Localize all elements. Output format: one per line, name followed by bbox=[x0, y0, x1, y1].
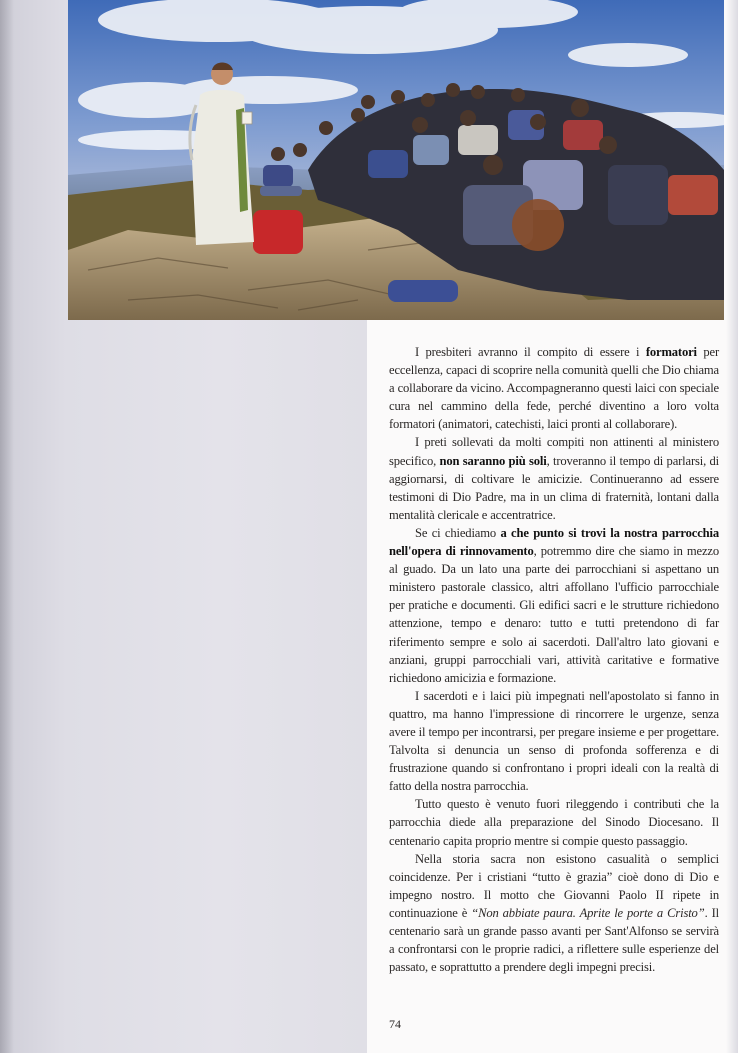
mountain-mass-photo bbox=[68, 0, 724, 320]
text-run: Se ci chiediamo bbox=[415, 525, 501, 540]
article-paragraph bbox=[389, 687, 719, 796]
text-run: , potremmo dire che siamo in mezzo al guado. Da un lato una parte dei parrocchiani si aspettano un ministero pastorale classico, altri affollano l'ufficio parrocchiale per pratiche e documenti. Gli edifici sacri e le strutture richiedono attenzione, tempo e denaro: tutto e tutti pretendono di far riferimento sempre e solo ai sacerdoti. Dall'altro lato giovani e anziani, gruppi parrocchiali vari, attività caritative e formative richiedono amicizia e formazione. bbox=[389, 544, 719, 685]
text-run: , troveranno il tempo di parlarsi, di aggiornarsi, di coltivare le amicizie. Continueranno ad essere testimoni di Dio Padre, ma in un clima di fraternità, lontani dalla mentalità clericale e accentratrice. bbox=[389, 453, 720, 522]
text-run: Nella storia sacra non esistono casualità o semplici coincidenze. Per i cristiani “tutto è grazia” cioè dono di Dio e impegno nostro. Il motto che Giovanni Paolo II ripete in continuazione è bbox=[389, 851, 719, 920]
text-run: per eccellenza, capaci di scoprire nella comunità quelli che Dio chiama a collaborare da vicino. Accompagneranno questi laici con speciale cura nel cammino della fede, perché diventino a loro volta formatori (animatori, catechisti, laici pronti al collaborare). bbox=[389, 345, 719, 432]
article-body bbox=[389, 343, 719, 976]
emphasis-bold: a che punto si trovi la nostra parrocchia nell'opera di rinnovamento bbox=[389, 525, 719, 559]
article-paragraph bbox=[389, 433, 719, 523]
emphasis-bold: formatori bbox=[645, 345, 697, 359]
mountain-mass-illustration bbox=[68, 0, 724, 320]
text-run: I sacerdoti e i laici più impegnati nell'apostolato si fanno in quattro, ma hanno l'impressione di rincorrere le urgenze, senza avere il tempo per incontrarsi, per pregare insieme e per progettare. Talvolta si denuncia un senso di profonda sofferenza e di frustrazione quando si confrontano i propri ideali con la realtà di fatto della nostra parrocchia. bbox=[389, 688, 719, 794]
page-edge-shadow bbox=[726, 0, 738, 1053]
article-paragraph bbox=[389, 850, 719, 977]
article-paragraph bbox=[389, 343, 719, 433]
page-number: 74 bbox=[389, 1017, 401, 1031]
article-paragraph bbox=[389, 524, 719, 687]
text-run: . Il centenario sarà un grande passo avanti per Sant'Alfonso se servirà a confrontarsi con le proprie radici, a riflettere sulle esperienze del passato, e soprattutto a prendere degli impegni precisi. bbox=[389, 905, 719, 975]
text-run: I preti sollevati da molti compiti non attinenti al ministero specifico, bbox=[389, 435, 719, 468]
emphasis-bold: non saranno più soli bbox=[439, 453, 547, 468]
quote-italic: “Non abbiate paura. Aprite le porte a Cristo” bbox=[471, 905, 705, 920]
text-run: Tutto questo è venuto fuori rileggendo i contributi che la parrocchia diede alla preparazione del Sinodo Diocesano. Il centenario capita proprio mentre si compie questo passaggio. bbox=[389, 797, 719, 848]
article-paragraph bbox=[389, 795, 719, 849]
text-run: I presbiteri avranno il compito di essere i bbox=[415, 345, 646, 359]
page-fold-shadow bbox=[0, 0, 14, 1053]
